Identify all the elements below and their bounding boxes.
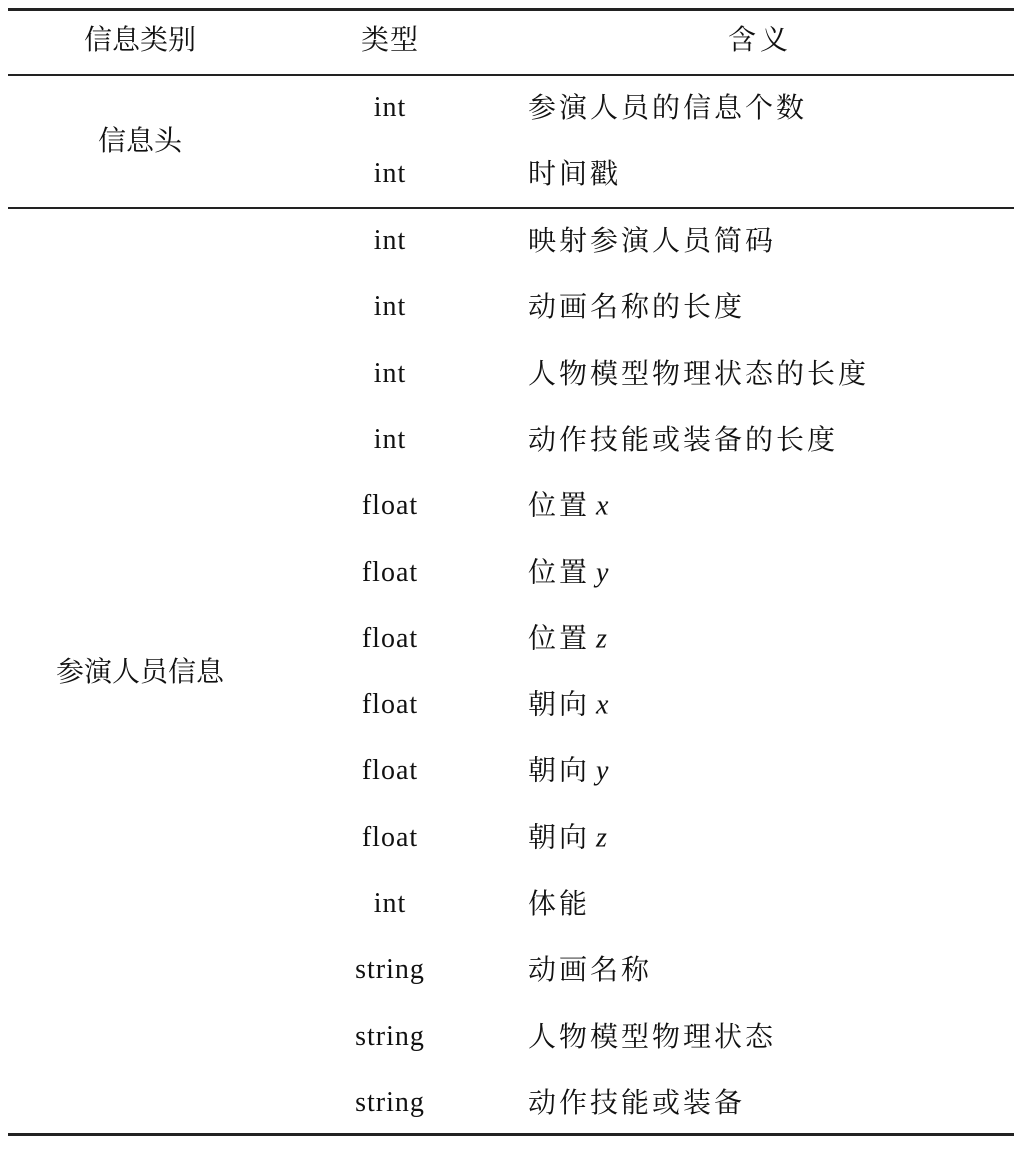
- meaning-text: 体能: [528, 887, 591, 920]
- cell-type: float: [361, 490, 419, 522]
- cell-meaning: [528, 1020, 776, 1054]
- meaning-variable: y: [596, 557, 612, 588]
- meaning-text: 位置: [528, 555, 591, 588]
- group-category: 信息头: [97, 124, 183, 158]
- cell-meaning: [528, 820, 610, 855]
- meaning-text: 人物模型物理状态: [528, 1019, 777, 1053]
- cell-type: string: [355, 1020, 425, 1052]
- cell-meaning: [528, 953, 652, 987]
- meaning-text: 映射参演人员简码: [528, 224, 777, 257]
- meaning-text: 朝向: [528, 687, 591, 721]
- cell-type: float: [361, 821, 419, 853]
- meaning-text: 人物模型物理状态的长度: [528, 356, 870, 390]
- cell-type: int: [373, 423, 407, 455]
- meaning-text: 时间戳: [528, 157, 622, 191]
- top-rule: [8, 8, 1014, 11]
- header-category: 信息类别: [83, 23, 197, 56]
- meaning-variable: x: [596, 689, 612, 721]
- meaning-text: 位置: [528, 488, 591, 522]
- group-rule: [8, 207, 1014, 209]
- cell-type: float: [361, 622, 419, 654]
- cell-type: int: [373, 92, 407, 123]
- meaning-text: 动作技能或装备: [528, 1085, 746, 1119]
- cell-type: float: [361, 689, 419, 721]
- cell-meaning: [528, 754, 611, 789]
- cell-meaning: [528, 688, 611, 723]
- cell-meaning: [528, 887, 590, 921]
- cell-meaning: [528, 91, 807, 125]
- cell-type: int: [373, 888, 407, 919]
- header-rule: [8, 74, 1014, 76]
- cell-type: int: [373, 158, 407, 190]
- meaning-text: 动作技能或装备的长度: [528, 422, 839, 456]
- cell-type: int: [373, 291, 407, 323]
- bottom-rule: [8, 1133, 1014, 1136]
- cell-type: float: [361, 755, 419, 787]
- meaning-text: 位置: [528, 621, 591, 655]
- group-category: 参演人员信息: [55, 654, 225, 688]
- meaning-variable: z: [596, 822, 610, 854]
- meaning-text: 朝向: [528, 820, 591, 854]
- cell-type: int: [373, 357, 407, 389]
- meaning-text: 参演人员的信息个数: [528, 91, 808, 124]
- meaning-variable: z: [596, 623, 610, 655]
- cell-type: string: [355, 1086, 425, 1118]
- cell-meaning: [528, 489, 611, 524]
- cell-meaning: [528, 157, 621, 191]
- header-type: 类型: [360, 23, 420, 56]
- meaning-variable: y: [596, 755, 612, 787]
- meaning-text: 动画名称的长度: [528, 290, 746, 324]
- cell-type: int: [373, 225, 407, 256]
- meaning-text: 动画名称: [528, 953, 653, 987]
- cell-type: float: [361, 556, 419, 588]
- cell-meaning: [528, 555, 611, 590]
- cell-meaning: [528, 290, 745, 324]
- header-meaning: 含义: [727, 23, 793, 56]
- cell-type: string: [355, 954, 425, 986]
- cell-meaning: [528, 357, 869, 391]
- meaning-variable: x: [596, 490, 612, 522]
- cell-meaning: [528, 224, 776, 258]
- cell-meaning: [528, 423, 838, 457]
- meaning-text: 朝向: [528, 753, 591, 787]
- cell-meaning: [528, 1086, 745, 1120]
- cell-meaning: [528, 621, 610, 656]
